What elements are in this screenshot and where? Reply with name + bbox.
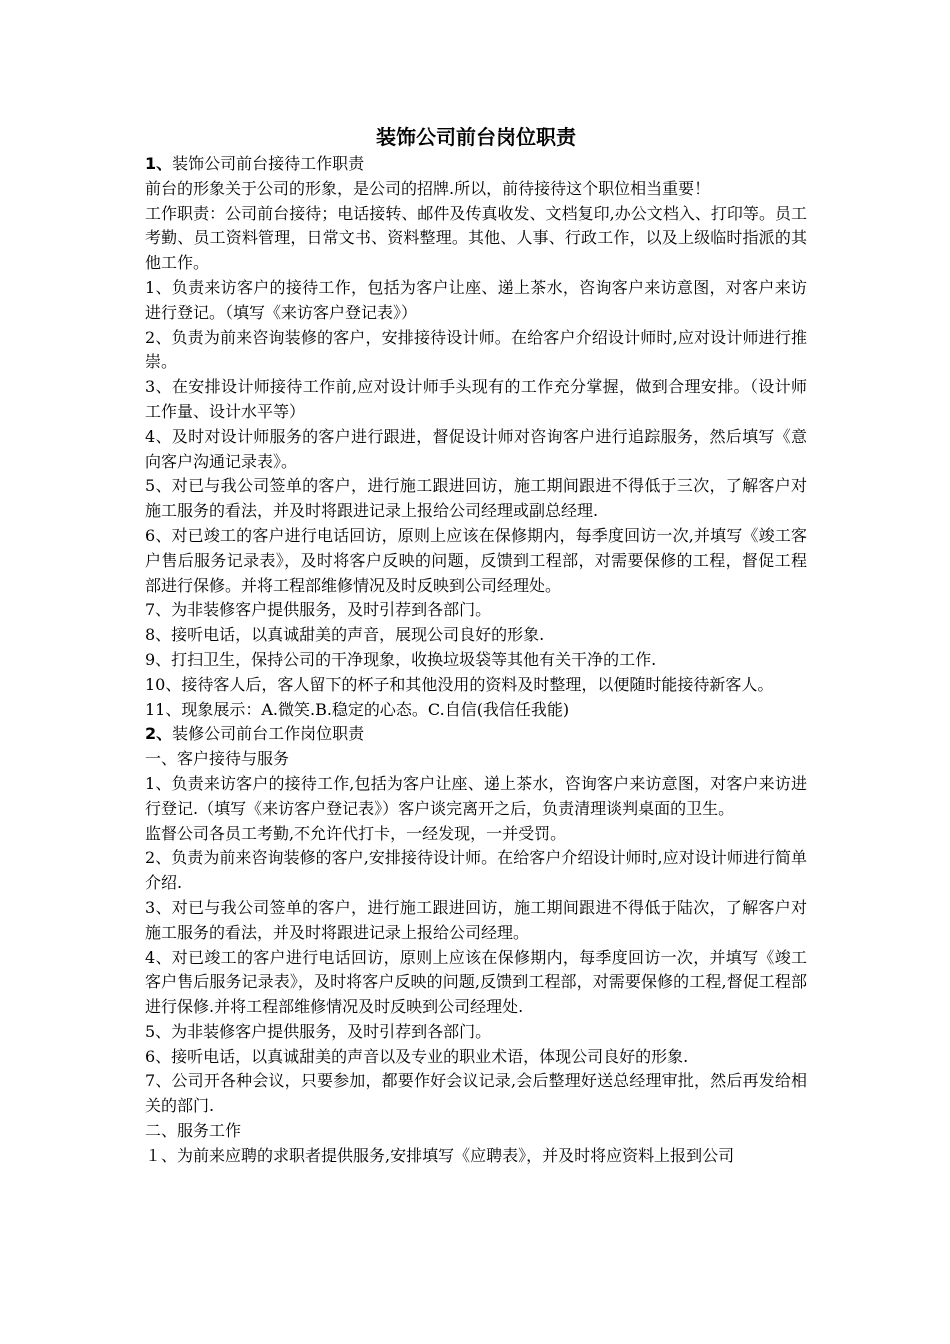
paragraph: 2、负责为前来咨询装修的客户,安排接待设计师。在给客户介绍设计师时,应对设计师进行简单介绍. xyxy=(145,848,807,893)
paragraph: 3、对已与我公司签单的客户，进行施工跟进回访，施工期间跟进不得低于陆次，了解客户对施工服务的看法，并及时将跟进记录上报给公司经理。 xyxy=(145,897,807,942)
section-2-body xyxy=(145,747,807,1169)
section-2-number: 2、 xyxy=(145,724,173,744)
paragraph: 7、为非装修客户提供服务，及时引荐到各部门。 xyxy=(145,600,492,620)
paragraph: 11、现象展示：A.微笑.B.稳定的心态。C.自信(我信任我能) xyxy=(145,699,570,719)
paragraph: 1、负责来访客户的接待工作，包括为客户让座、递上茶水，咨询客户来访意图，对客户来访进行登记。（填写《来访客户登记表》） xyxy=(145,277,807,322)
paragraph: 9、打扫卫生，保持公司的干净现象，收换垃圾袋等其他有关干净的工作. xyxy=(145,649,657,669)
paragraph: 前台的形象关于公司的形象，是公司的招牌.所以，前待接待这个职位相当重要！ xyxy=(145,178,711,198)
paragraph: 6、对已竣工的客户进行电话回访，原则上应该在保修期内，每季度回访一次,并填写《竣工客户售后服务记录表》，及时将客户反映的问题，反馈到工程部，对需要保修的工程，督促工程部进行保修。并将工程部维修情况及时反映到公司经理处。 xyxy=(145,525,807,595)
paragraph: 工作职责：公司前台接待；电话接转、邮件及传真收发、文档复印,办公文档入、打印等。员工考勤、员工资料管理，日常文书、资料整理。其他、人事、行政工作，以及上级临时指派的其他工作。 xyxy=(145,203,807,273)
section-1-number: 1、 xyxy=(145,154,173,173)
section-2-heading-text: 装修公司前台工作岗位职责 xyxy=(172,724,365,744)
paragraph: １、为前来应聘的求职者提供服务,安排填写《应聘表》，并及时将应资料上报到公司 xyxy=(145,1145,735,1165)
section-1-heading-text: 装饰公司前台接待工作职责 xyxy=(172,154,365,173)
paragraph: 5、对已与我公司签单的客户，进行施工跟进回访，施工期间跟进不得低于三次，了解客户对施工服务的看法，并及时将跟进记录上报给公司经理或副总经理. xyxy=(145,476,807,521)
paragraph: 4、及时对设计师服务的客户进行跟进，督促设计师对咨询客户进行追踪服务，然后填写《意向客户沟通记录表》。 xyxy=(145,426,807,471)
paragraph: 监督公司各员工考勤,不允许代打卡，一经发现，一并受罚。 xyxy=(145,823,567,843)
paragraph: 2、负责为前来咨询装修的客户，安排接待设计师。在给客户介绍设计师时,应对设计师进行推崇。 xyxy=(145,327,807,372)
paragraph: 3、在安排设计师接待工作前,应对设计师手头现有的工作充分掌握，做到合理安排。（设计师工作量、设计水平等） xyxy=(145,377,807,421)
section-1-body xyxy=(145,177,807,723)
paragraph: 6、接听电话，以真诚甜美的声音以及专业的职业术语，体现公司良好的形象. xyxy=(145,1046,689,1066)
section-2-heading xyxy=(145,722,807,747)
subsection-heading: 二、服务工作 xyxy=(145,1121,242,1141)
paragraph: 10、接待客人后，客人留下的杯子和其他没用的资料及时整理，以便随时能接待新客人。 xyxy=(145,674,774,694)
section-1-heading xyxy=(145,152,807,177)
paragraph: 1、负责来访客户的接待工作,包括为客户让座、递上茶水，咨询客户来访意图，对客户来访进行登记.（填写《来访客户登记表》）客户谈完离开之后，负责清理谈判桌面的卫生。 xyxy=(145,773,807,818)
paragraph: 8、接听电话，以真诚甜美的声音，展现公司良好的形象. xyxy=(145,625,545,645)
paragraph: 7、公司开各种会议，只要参加，都要作好会议记录,会后整理好送总经理审批，然后再发给相关的部门. xyxy=(145,1071,807,1116)
paragraph: 5、为非装修客户提供服务，及时引荐到各部门。 xyxy=(145,1021,492,1041)
document-title: 装饰公司前台岗位职责 xyxy=(376,125,576,149)
subsection-heading: 一、客户接待与服务 xyxy=(145,749,290,769)
paragraph: 4、对已竣工的客户进行电话回访，原则上应该在保修期内，每季度回访一次，并填写《竣工客户售后服务记录表》，及时将客户反映的问题,反馈到工程部，对需要保修的工程,督促工程部进行保修.并将工程部维修情况及时反映到公司经理处. xyxy=(145,947,807,1017)
document-page xyxy=(145,124,807,1169)
